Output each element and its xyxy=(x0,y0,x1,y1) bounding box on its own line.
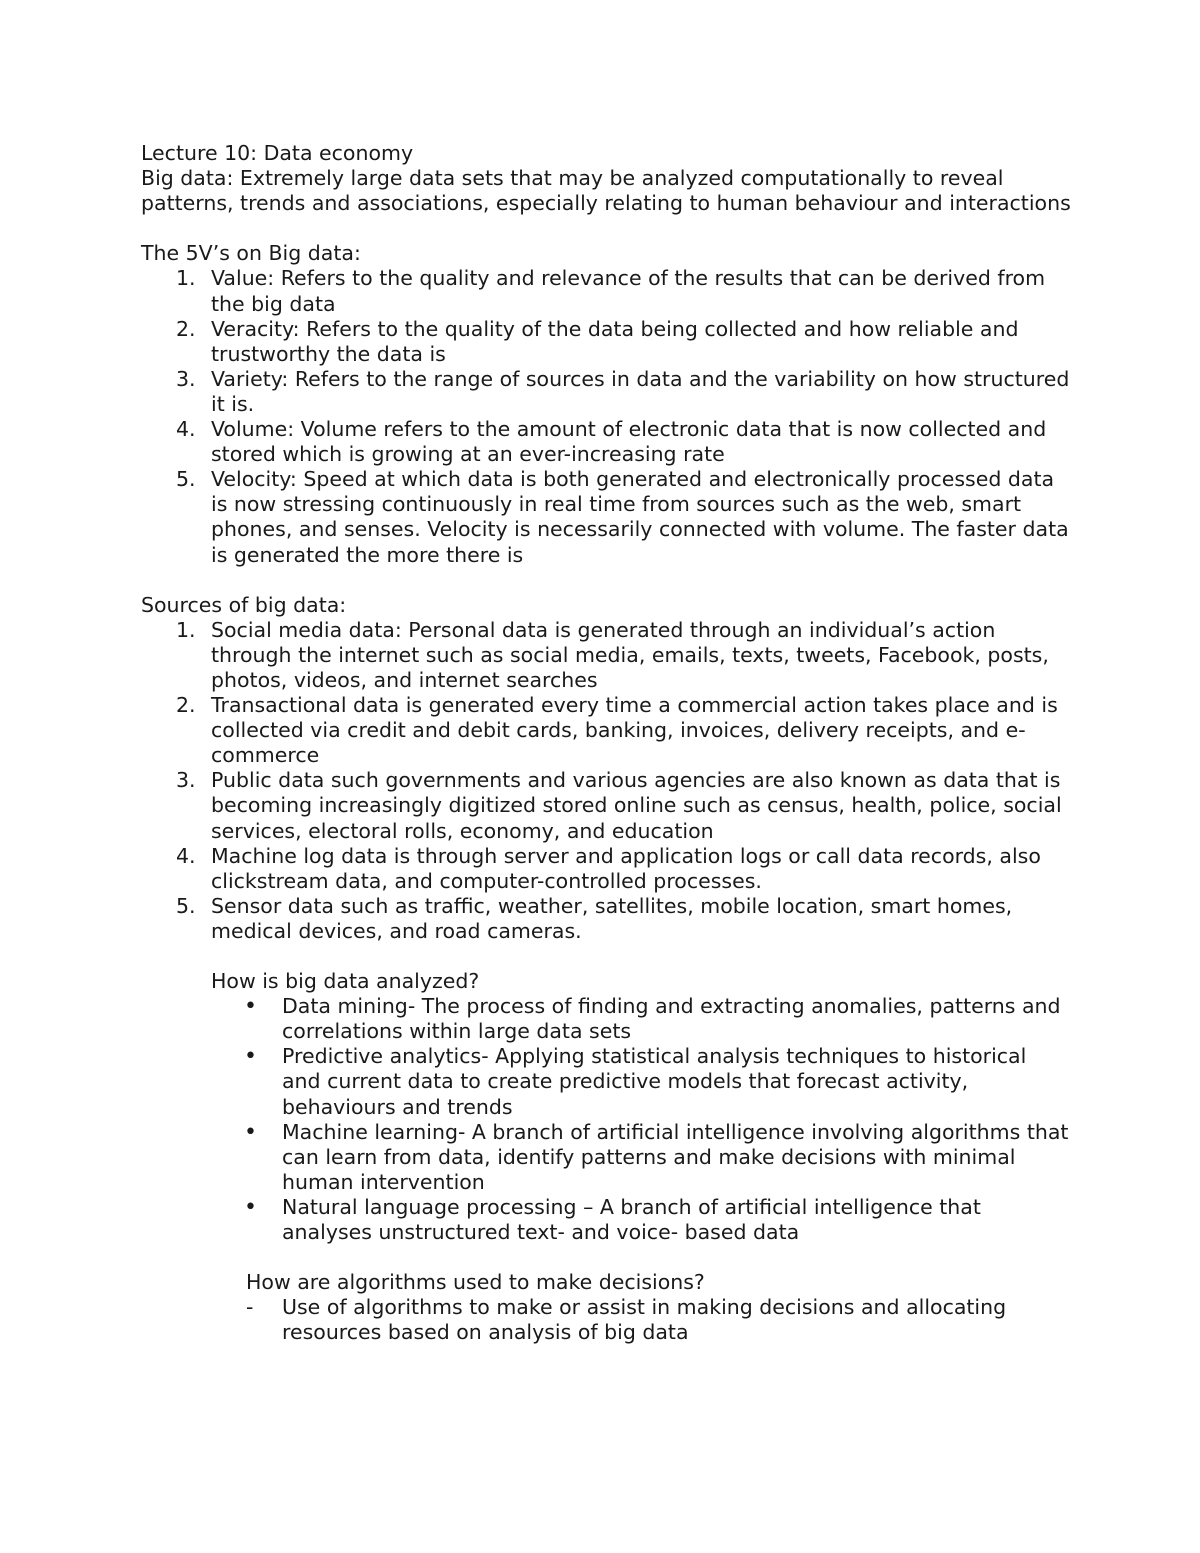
list-item-text: Transactional data is generated every time a commercial action takes place and is collected via credit and debit cards, banking, invoices, delivery receipts, and e-commerce xyxy=(211,693,1058,768)
list-marker: 5. xyxy=(176,893,196,918)
algorithms-list xyxy=(141,1295,1071,1345)
spacer xyxy=(141,568,1071,593)
analysis-heading: How is big data analyzed? xyxy=(211,969,480,994)
bullet-icon: • xyxy=(244,1044,257,1070)
list-item xyxy=(141,618,1071,693)
spacer xyxy=(141,1245,1071,1270)
list-item xyxy=(141,367,1071,417)
list-item-text: Volume: Volume refers to the amount of electronic data that is now collected and stored which is growing at an ever-increasing rate xyxy=(211,417,1047,467)
list-item xyxy=(141,894,1071,944)
list-marker: 3. xyxy=(176,366,196,391)
list-item-text: Predictive analytics- Applying statistical analysis techniques to historical and current data to create predictive models that forecast activity, behaviours and trends xyxy=(282,1044,1027,1119)
big-data-definition: Big data: Extremely large data sets that may be analyzed computationally to reveal patterns, trends and associations, especially relating to human behaviour and interactions xyxy=(141,166,1071,216)
list-item xyxy=(141,844,1071,894)
algorithms-heading: How are algorithms used to make decisions? xyxy=(246,1270,705,1295)
list-marker: 5. xyxy=(176,467,196,492)
list-item-text: Velocity: Speed at which data is both generated and electronically processed data is now stressing continuously in real time from sources such as the web, smart phones, and senses. Velocity is necessarily connected with volume. The faster data is generated the more there is xyxy=(211,467,1069,567)
page-title: Lecture 10: Data economy xyxy=(141,141,414,165)
spacer xyxy=(141,944,1071,969)
list-item-text: Variety: Refers to the range of sources in data and the variability on how structured it is. xyxy=(211,366,1070,416)
spacer xyxy=(141,216,1071,241)
five-vs-list xyxy=(141,266,1071,567)
list-item-text: Natural language processing – A branch of artificial intelligence that analyses unstructured text- and voice- based data xyxy=(282,1194,981,1245)
list-item xyxy=(141,467,1071,567)
list-item-text: Public data such governments and various agencies are also known as data that is becoming increasingly digitized stored online such as census, health, police, social services, electoral rolls, economy, and education xyxy=(211,768,1062,843)
list-marker: 4. xyxy=(176,417,196,442)
list-item-text: Value: Refers to the quality and relevance of the results that can be derived from the big data xyxy=(211,266,1046,316)
list-item-text: Use of algorithms to make or assist in making decisions and allocating resources based on analysis of big data xyxy=(282,1295,1007,1345)
list-marker: 2. xyxy=(176,693,196,718)
list-item xyxy=(141,693,1071,768)
list-item-text: Social media data: Personal data is generated through an individual’s action through the internet such as social media, emails, texts, tweets, Facebook, posts, photos, videos, and internet searches xyxy=(211,617,1049,692)
list-item-text: Sensor data such as traffic, weather, satellites, mobile location, smart homes, medical devices, and road cameras. xyxy=(211,893,1013,943)
list-marker: 4. xyxy=(176,843,196,868)
list-item xyxy=(141,768,1071,843)
list-marker: 1. xyxy=(176,266,196,291)
list-item xyxy=(141,1120,1071,1195)
list-marker: 3. xyxy=(176,768,196,793)
list-item xyxy=(141,1195,1071,1245)
list-item xyxy=(141,1044,1071,1119)
bullet-icon: • xyxy=(244,1194,257,1220)
dash-icon: - xyxy=(246,1295,254,1320)
bullet-icon: • xyxy=(244,994,257,1020)
list-item-text: Data mining- The process of finding and extracting anomalies, patterns and correlations within large data sets xyxy=(282,994,1061,1044)
list-marker: 1. xyxy=(176,617,196,642)
list-item-text: Veracity: Refers to the quality of the data being collected and how reliable and trustworthy the data is xyxy=(211,316,1019,366)
sources-heading: Sources of big data: xyxy=(141,592,347,617)
five-vs-heading: The 5V’s on Big data: xyxy=(141,241,361,266)
list-item xyxy=(141,1295,1071,1345)
list-item xyxy=(141,317,1071,367)
list-item xyxy=(141,417,1071,467)
list-item-text: Machine log data is through server and application logs or call data records, also clickstream data, and computer-controlled processes. xyxy=(211,843,1041,893)
analysis-list xyxy=(141,994,1071,1245)
list-item xyxy=(141,266,1071,316)
list-marker: 2. xyxy=(176,316,196,341)
document-page xyxy=(141,141,1071,1346)
list-item xyxy=(141,994,1071,1044)
list-item-text: Machine learning- A branch of artificial intelligence involving algorithms that can learn from data, identify patterns and make decisions with minimal human intervention xyxy=(282,1119,1069,1194)
bullet-icon: • xyxy=(244,1119,257,1145)
sources-list xyxy=(141,618,1071,944)
